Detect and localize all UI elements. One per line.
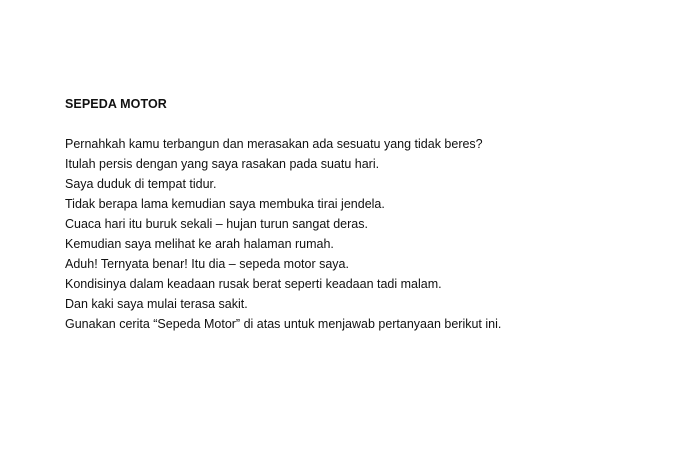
story-line: Cuaca hari itu buruk sekali – hujan turun sangat deras. xyxy=(65,217,368,231)
story-line: Pernahkah kamu terbangun dan merasakan ada sesuatu yang tidak beres? xyxy=(65,137,483,151)
story-line: Tidak berapa lama kemudian saya membuka tirai jendela. xyxy=(65,197,385,211)
document-content xyxy=(65,94,655,334)
story-line: Kemudian saya melihat ke arah halaman rumah. xyxy=(65,237,334,251)
story-line: Dan kaki saya mulai terasa sakit. xyxy=(65,297,248,311)
story-line: Kondisinya dalam keadaan rusak berat seperti keadaan tadi malam. xyxy=(65,277,442,291)
story-line: Aduh! Ternyata benar! Itu dia – sepeda motor saya. xyxy=(65,257,349,271)
document-title: SEPEDA MOTOR xyxy=(65,97,167,111)
story-body xyxy=(65,134,655,334)
instruction-line: Gunakan cerita “Sepeda Motor” di atas untuk menjawab pertanyaan berikut ini. xyxy=(65,317,502,331)
story-line: Itulah persis dengan yang saya rasakan pada suatu hari. xyxy=(65,157,380,171)
story-line: Saya duduk di tempat tidur. xyxy=(65,177,217,191)
